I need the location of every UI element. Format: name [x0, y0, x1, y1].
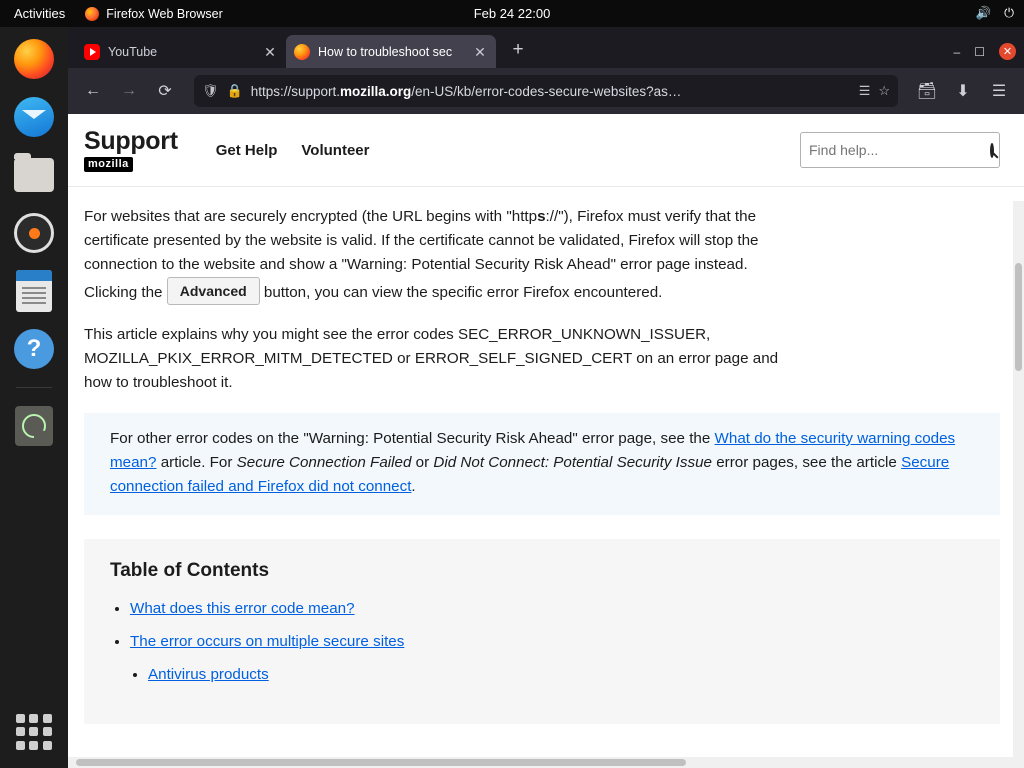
volume-icon[interactable]: 🔊	[975, 6, 992, 20]
navigation-toolbar	[68, 68, 1024, 114]
firefox-icon	[14, 39, 54, 79]
toc-link-what-does-this-error-code-mean[interactable]: What does this error code mean?	[130, 600, 355, 617]
article-content	[68, 187, 1024, 768]
star-icon[interactable]: ☆	[878, 83, 890, 98]
vertical-scrollbar[interactable]	[1013, 201, 1024, 768]
site-nav	[216, 142, 370, 159]
note-callout	[84, 413, 1000, 515]
advanced-button[interactable]: Advanced	[167, 277, 260, 305]
youtube-icon	[84, 44, 100, 60]
back-button[interactable]: ←	[85, 82, 101, 99]
gnome-top-bar	[0, 0, 1024, 27]
thunderbird-icon	[14, 97, 54, 137]
web-page	[68, 114, 1024, 768]
writer-icon	[16, 270, 52, 312]
dock-item-files[interactable]	[12, 153, 56, 197]
pocket-icon[interactable]: 🗃	[916, 83, 938, 100]
dock-item-firefox[interactable]	[12, 37, 56, 81]
dock-item-libreoffice-writer[interactable]	[12, 269, 56, 313]
scrollbar-thumb[interactable]	[76, 759, 686, 766]
table-of-contents	[84, 539, 1000, 724]
reader-view-icon[interactable]: ☰	[858, 83, 871, 98]
forward-button[interactable]: →	[121, 82, 137, 99]
site-header	[68, 114, 1024, 187]
dock-divider	[16, 387, 52, 388]
error-codes-paragraph: This article explains why you might see the error codes SEC_ERROR_UNKNOWN_ISSUER, MOZILLA_PKIX_ERROR_MITM_DETECTED or ERROR_SELF_SIGNED_CERT on an error page and how to troubleshoot it.	[84, 326, 779, 391]
link-security-warning-codes[interactable]: What do the security warning codes mean?	[110, 430, 956, 471]
link-secure-connection-failed[interactable]: Secure connection failed and Firefox did not connect	[110, 454, 950, 495]
tab-title: YouTube	[108, 44, 158, 59]
firefox-icon	[294, 44, 310, 60]
trash-icon	[15, 406, 53, 446]
horizontal-scrollbar[interactable]	[68, 757, 1013, 768]
dock-item-thunderbird[interactable]	[12, 95, 56, 139]
callout-text-1: For other error codes on the "Warning: Potential Security Risk Ahead" error page, see the	[110, 430, 711, 447]
lock-icon[interactable]: 🔒	[226, 83, 243, 98]
tab-strip	[68, 27, 1024, 68]
nav-item-volunteer[interactable]: Volunteer	[301, 141, 370, 159]
close-window-button[interactable]: ✕	[999, 43, 1016, 60]
site-search[interactable]	[800, 132, 1000, 168]
search-icon[interactable]	[990, 143, 994, 158]
callout-text-4: error pages, see the article	[716, 454, 897, 471]
address-bar[interactable]	[194, 75, 898, 107]
intro-paragraph: For websites that are securely encrypted (the URL begins with "https://"), Firefox must verify that the certificate presented by the website is valid. If the certificate cannot be validated, Firefox will stop the connection to the website and show a "Warning: Potential Security Risk Ahead" error page instead. Clicking the Advanced button, you can view the specific error Firefox encountered.	[84, 205, 794, 305]
callout-text-3: or	[415, 454, 430, 471]
tab-support-article[interactable]	[286, 35, 496, 68]
new-tab-button[interactable]: +	[512, 39, 524, 60]
clock[interactable]: Feb 24 22:00	[473, 6, 551, 21]
grid-icon	[16, 714, 52, 750]
rhythmbox-icon	[14, 213, 54, 253]
toc-link-antivirus-products[interactable]: Antivirus products	[148, 666, 269, 683]
dock-item-rhythmbox[interactable]	[12, 211, 56, 255]
callout-em-1: Secure Connection Failed	[236, 454, 412, 471]
logo-title: Support	[84, 126, 178, 155]
firefox-window	[68, 27, 1024, 768]
scrollbar-thumb[interactable]	[1015, 263, 1022, 371]
toc-title: Table of Contents	[110, 560, 270, 581]
tab-title: How to troubleshoot sec	[318, 44, 453, 59]
active-app-indicator[interactable]	[77, 7, 230, 21]
minimize-button[interactable]: –	[953, 44, 961, 59]
nav-item-get-help[interactable]: Get Help	[215, 141, 278, 159]
callout-text-2: article. For	[160, 454, 233, 471]
hamburger-menu-icon[interactable]: ☰	[991, 83, 1007, 100]
tab-youtube[interactable]	[76, 35, 286, 68]
files-icon	[14, 158, 54, 192]
dock	[0, 27, 68, 768]
show-applications-button[interactable]	[12, 710, 56, 754]
reload-button[interactable]: ⟳	[158, 83, 172, 100]
toc-item	[130, 597, 974, 621]
downloads-icon[interactable]: ⬇	[956, 83, 970, 100]
callout-em-2: Did Not Connect: Potential Security Issue	[433, 454, 712, 471]
toc-list	[110, 597, 974, 687]
maximize-button[interactable]: ☐	[974, 44, 985, 59]
callout-text-5: .	[411, 478, 416, 495]
toc-link-error-occurs-on-multiple-secure-sites[interactable]: The error occurs on multiple secure sites	[130, 633, 405, 650]
close-icon[interactable]: ✕	[474, 43, 486, 60]
close-icon[interactable]: ✕	[264, 43, 276, 60]
mozilla-support-logo[interactable]	[84, 126, 178, 172]
firefox-icon	[85, 7, 99, 21]
dock-item-trash[interactable]	[12, 404, 56, 448]
url-text: https://support.mozilla.org/en-US/kb/error-codes-secure-websites?as…	[250, 83, 682, 99]
toc-item	[130, 630, 974, 687]
dock-item-help[interactable]	[12, 327, 56, 371]
power-icon[interactable]: ⏻	[1004, 6, 1014, 20]
active-app-label: Firefox Web Browser	[106, 6, 223, 21]
activities-button[interactable]: Activities	[14, 6, 66, 21]
shield-icon[interactable]: 🛡	[202, 83, 219, 98]
toc-subitem	[148, 663, 974, 687]
search-input[interactable]	[809, 142, 990, 158]
help-icon: ?	[14, 329, 54, 369]
logo-wordmark: mozilla	[84, 157, 133, 172]
